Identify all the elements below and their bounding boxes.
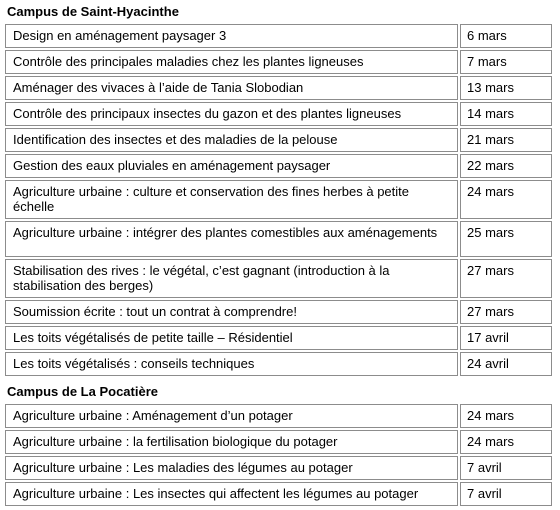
course-date: 22 mars (460, 154, 552, 178)
course-name: Soumission écrite : tout un contrat à comprendre! (5, 300, 458, 324)
section-title: Campus de Saint-Hyacinthe (7, 4, 179, 19)
course-name: Design en aménagement paysager 3 (5, 24, 458, 48)
course-name: Les toits végétalisés : conseils techniques (5, 352, 458, 376)
campus-section-la-pocatiere (5, 384, 554, 508)
course-date: 27 mars (460, 300, 552, 324)
course-name: Agriculture urbaine : Aménagement d’un potager (5, 404, 458, 428)
table-row (5, 50, 552, 74)
table-row (5, 128, 552, 152)
course-date: 14 mars (460, 102, 552, 126)
table-row (5, 404, 552, 428)
course-table (3, 402, 554, 508)
table-row (5, 24, 552, 48)
course-name: Contrôle des principales maladies chez les plantes ligneuses (5, 50, 458, 74)
course-name: Stabilisation des rives : le végétal, c’est gagnant (introduction à la stabilisation des berges) (5, 259, 458, 298)
table-row (5, 154, 552, 178)
course-date: 24 avril (460, 352, 552, 376)
course-name: Aménager des vivaces à l’aide de Tania Slobodian (5, 76, 458, 100)
table-row (5, 300, 552, 324)
course-date: 27 mars (460, 259, 552, 298)
course-name: Les toits végétalisés de petite taille – Résidentiel (5, 326, 458, 350)
course-name: Contrôle des principaux insectes du gazon et des plantes ligneuses (5, 102, 458, 126)
course-date: 25 mars (460, 221, 552, 257)
table-row (5, 180, 552, 219)
course-date: 17 avril (460, 326, 552, 350)
table-row (5, 430, 552, 454)
table-row (5, 456, 552, 480)
course-name: Agriculture urbaine : Les insectes qui affectent les légumes au potager (5, 482, 458, 506)
section-title: Campus de La Pocatière (7, 384, 158, 399)
table-row (5, 221, 552, 257)
course-date: 21 mars (460, 128, 552, 152)
table-row (5, 102, 552, 126)
course-date: 7 avril (460, 482, 552, 506)
course-date: 7 mars (460, 50, 552, 74)
course-name: Agriculture urbaine : la fertilisation biologique du potager (5, 430, 458, 454)
course-date: 24 mars (460, 430, 552, 454)
course-date: 24 mars (460, 404, 552, 428)
course-name: Agriculture urbaine : Les maladies des légumes au potager (5, 456, 458, 480)
course-date: 6 mars (460, 24, 552, 48)
course-name: Identification des insectes et des maladies de la pelouse (5, 128, 458, 152)
campus-section-saint-hyacinthe (5, 4, 554, 378)
course-table (3, 22, 554, 378)
course-date: 24 mars (460, 180, 552, 219)
course-date: 7 avril (460, 456, 552, 480)
table-row (5, 326, 552, 350)
course-name: Agriculture urbaine : culture et conservation des fines herbes à petite échelle (5, 180, 458, 219)
course-date: 13 mars (460, 76, 552, 100)
table-row (5, 76, 552, 100)
table-row (5, 482, 552, 506)
course-name: Gestion des eaux pluviales en aménagement paysager (5, 154, 458, 178)
table-row (5, 352, 552, 376)
table-row (5, 259, 552, 298)
course-name: Agriculture urbaine : intégrer des plantes comestibles aux aménagements (5, 221, 458, 257)
